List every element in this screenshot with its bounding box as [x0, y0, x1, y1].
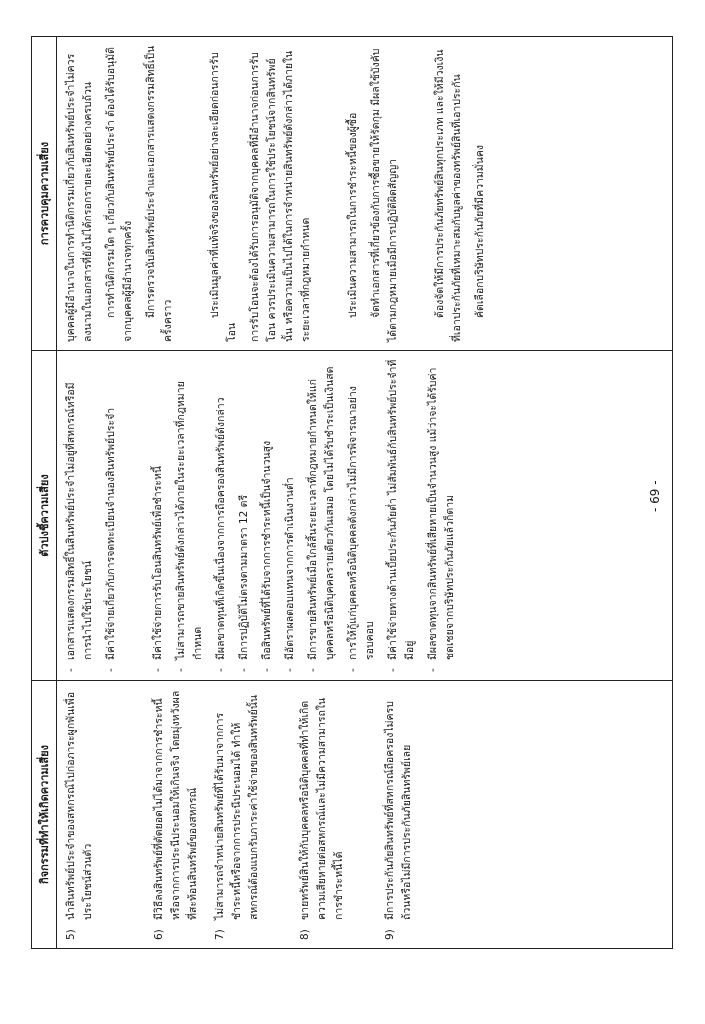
bullet-mark: -	[347, 668, 359, 672]
bullet-mark: -	[215, 668, 227, 672]
list-item	[282, 359, 299, 672]
item-text: มีค่าใช้จ่ายเกี่ยวกับการจดทะเบียนจำนองสินทรัพย์ประจำ	[105, 407, 117, 660]
paragraph: จัดทำเอกสารที่เกี่ยวข้องกับการซื้อขายให้รัดกุม มีผลใช้บังคับได้ตามกฎหมายเมื่อมีการปฏิบัติผิดสัญญา	[370, 48, 399, 342]
paragraph: ประเมินความสามารถในการชำระหนี้ของผู้ซื้อ	[347, 112, 359, 318]
list-item	[305, 359, 339, 672]
item-number: 6)	[153, 929, 165, 940]
list-item	[212, 689, 263, 940]
item-text: มีการขายสินทรัพย์เมื่อใกล้สิ้นระยะเวลาที่กฎหมายกำหนดให้แก่บุคคลหรือนิติบุคคลรายเดียวกันเสมอ โดยไม่ได้รับชำระเป็นเงินสด	[307, 366, 336, 660]
bullet-mark: -	[307, 668, 319, 672]
activity-cell	[57, 681, 673, 949]
bullet-mark: -	[65, 668, 77, 672]
item-text: ไม่สามารถขายสินทรัพย์ดังกล่าวได้ภายในระยะเวลาที่กฎหมายกำหนด	[175, 381, 204, 660]
bullet-mark: -	[387, 668, 399, 672]
spacer	[408, 45, 432, 342]
item-text: ถือสินทรัพย์ที่ได้รับจากการชำระหนี้เป็นจำนวนสูง	[261, 440, 273, 660]
header-risk: ตัวบ่งชี้ความเสี่ยง	[32, 351, 57, 681]
item-number: 7)	[214, 929, 226, 940]
table-row	[57, 37, 673, 949]
spacer	[183, 45, 207, 342]
item-text: มีค่าใช้จ่ายทางด้านเบี้ยประกันภัยต่ำ ไม่สัมพันธ์กับสินทรัพย์ประจำที่มีอยู่	[387, 359, 416, 660]
list-item	[103, 359, 120, 672]
item-text: การให้กู้แก่บุคคลหรือนิติบุคคลดังกล่าวไม่มีการพิจารณาอย่างรอบคอบ	[347, 386, 376, 660]
list-item	[173, 359, 207, 672]
bullet-mark: -	[427, 668, 439, 672]
item-text: มีผลขาดทุนจากสินทรัพย์ที่เสียหายเป็นจำนวนสูง แม้ว่าจะได้รับค่าชดเชยจากบริษัทประกันภัยแล้วก็ตาม	[427, 367, 456, 660]
header-activity: กิจกรรมที่ทำให้เกิดความเสี่ยง	[32, 681, 57, 949]
list-item	[63, 689, 97, 940]
page-number: - 69 -	[648, 480, 662, 512]
list-item	[425, 359, 459, 672]
list-item	[150, 359, 167, 672]
bullet-mark: -	[238, 668, 250, 672]
item-text: มีวิธีลงสินทรัพย์ที่ตัดยอดไม่ได้มาจากการชำระหนี้หรือจากการประนีประนอมให้เกินจริง โดยมุ่งหวังผลที่สะท้อนสินทรัพย์ของสหกรณ์	[153, 690, 199, 920]
spacer	[107, 689, 151, 940]
item-text: มีการปฏิบัติไม่ตรงตามมาตรา 12 ตรี	[238, 494, 250, 660]
paragraph: ประเมินมูลค่าที่แท้จริงของสินทรัพย์อย่างละเอียดก่อนการรับโอน	[209, 52, 238, 342]
item-text: เอกสารแสดงกรรมสิทธิ์ในสินทรัพย์ประจำไม่อยู่ที่สหกรณ์หรือมีการนำไปใช้ประโยชน์	[65, 382, 94, 660]
paragraph: คัดเลือกบริษัทประกันภัยที่มีความมั่นคง	[474, 144, 486, 318]
bullet-mark: -	[105, 668, 117, 672]
list-item	[345, 359, 379, 672]
paragraph: บุคคลผู้มีอำนาจในการทำนิติกรรมเกี่ยวกับสินทรัพย์ประจำไม่ควรลงนามในเอกสารที่ยังไม่ได้กรอกรายละเอียดอย่างครบถ้วน	[65, 53, 94, 342]
list-item	[213, 359, 230, 672]
item-text: ขายทรัพย์สินให้กับบุคคลหรือนิติบุคคลที่ทำให้เกิดความเสียหายต่อสหกรณ์และไม่มีความสามารถในการชำระหนี้ได้	[299, 697, 345, 920]
paragraph: การรับโอนจะต้องได้รับการอนุมัติจากบุคคลที่มีอำนาจก่อนการรับโอน ควรประเมินความสามารถในการใช้ประโยชน์จากสินทรัพย์นั้น หรือความเป็นไปได้ในการจำหน่ายสินทรัพย์ดังกล่าวได้ภายในระยะเวลาที่กฎหมายกำหนด	[249, 50, 312, 342]
item-text: มีการประกันภัยสินทรัพย์ที่สหกรณ์ถือครองไม่ครบถ้วนหรือไม่มีการประกันภัยสินทรัพย์เลย	[384, 701, 413, 920]
list-item	[151, 689, 202, 940]
item-number: 8)	[299, 929, 311, 940]
bullet-mark: -	[284, 668, 296, 672]
bullet-mark: -	[152, 668, 164, 672]
control-cell	[57, 37, 673, 351]
bullet-mark: -	[261, 668, 273, 672]
item-number: 9)	[384, 929, 396, 940]
list-item	[297, 689, 348, 940]
spacer	[273, 689, 297, 940]
list-item	[63, 359, 97, 672]
item-text: มีผลขาดทุนที่เกิดขึ้นเนื่องจากการถือครองสินทรัพย์ดังกล่าว	[215, 397, 227, 660]
spacer	[321, 45, 345, 342]
list-item	[259, 359, 276, 672]
risk-cell	[57, 351, 673, 681]
item-text: มีค่าใช้จ่ายการรับโอนสินทรัพย์เพื่อชำระหนี้	[152, 465, 164, 660]
table-header-row	[32, 37, 57, 949]
bullet-mark: -	[175, 668, 187, 672]
header-control: การควบคุมความเสี่ยง	[32, 37, 57, 351]
list-item	[236, 359, 253, 672]
list-item	[385, 359, 419, 672]
list-item	[382, 689, 416, 940]
spacer	[358, 689, 382, 940]
paragraph: มีการตรวจนับสินทรัพย์ประจำและเอกสารแสดงกรรมสิทธิ์เป็นครั้งคราว	[145, 45, 174, 342]
item-text: มีอัตราผลตอบแทนจากการดำเนินงานต่ำ	[284, 477, 296, 660]
rotated-page	[31, 37, 673, 949]
paragraph: การทำนิติกรรมใด ๆ เกี่ยวกับสินทรัพย์ประจำ ต้องได้รับอนุมัติจากบุคคลผู้มีอำนาจทุกครั้ง	[105, 47, 134, 342]
item-text: นำสินทรัพย์ประจำของสหกรณ์ไปก่อภาระผูกพันเพื่อประโยชน์ส่วนตัว	[65, 691, 94, 920]
item-text: ไม่สามารถจำหน่ายสินทรัพย์ที่ได้รับมาจากการชำระหนี้หรือจากการประนีประนอมได้ ทำให้สหกรณ์ต้องแบกรับภาระค่าใช้จ่ายของสินทรัพย์นั้น	[214, 694, 260, 920]
paragraph: ต้องจัดให้มีการประกันภัยทรัพย์สินทุกประเภท และให้มีวงเงินที่เอาประกันภัยที่เหมาะสมกับมูลค่าของทรัพย์สินที่เอาประกัน	[434, 49, 463, 342]
risk-table	[31, 36, 673, 949]
item-number: 5)	[65, 929, 77, 940]
spacer	[126, 359, 150, 672]
